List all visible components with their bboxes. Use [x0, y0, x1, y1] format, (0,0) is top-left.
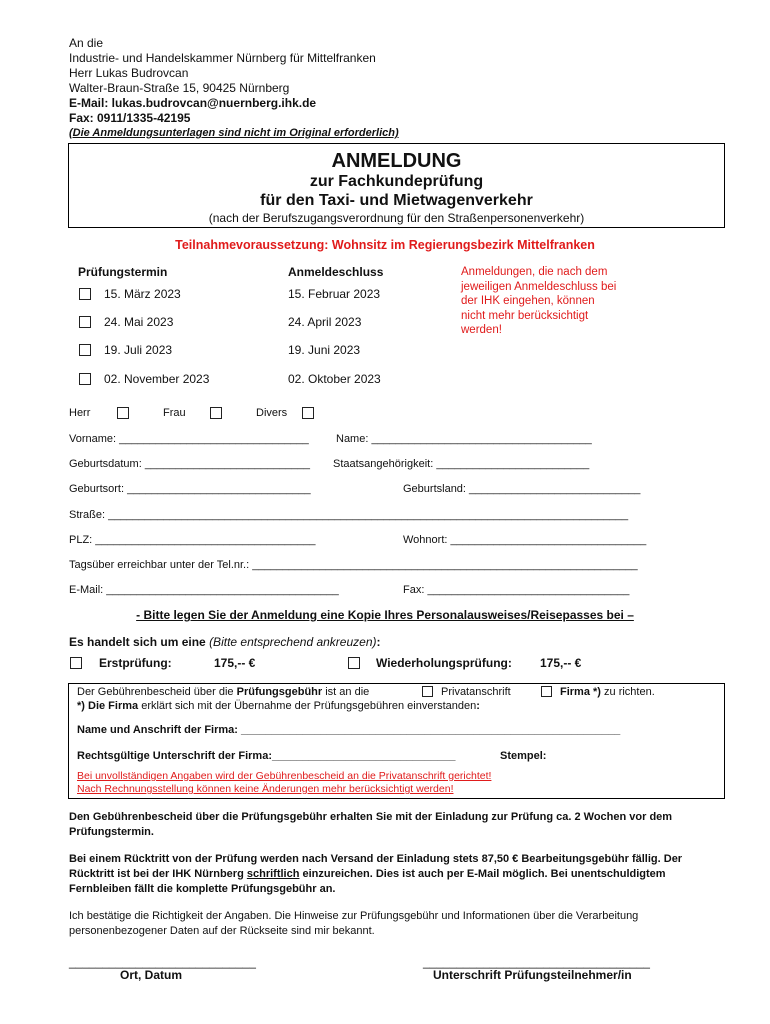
recipient-address: [69, 36, 399, 141]
deadline-date: 19. Juni 2023: [288, 343, 361, 357]
requirement-text: Teilnahmevoraussetzung: Wohnsitz im Regierungsbezirk Mittelfranken: [175, 238, 595, 252]
fee-text: ist an die: [322, 686, 370, 698]
fee-text-bold: Prüfungsgebühr: [236, 686, 323, 698]
salutation-herr-checkbox[interactable]: [117, 407, 129, 419]
exam-date: 15. März 2023: [104, 287, 181, 301]
question-colon: :: [376, 635, 381, 649]
company-consent-text: [77, 700, 480, 712]
address-note: (Die Anmeldungsunterlagen sind nicht im Original erforderlich): [69, 127, 399, 139]
exam-type-question: [69, 635, 381, 649]
address-email: E-Mail: lukas.budrovcan@nuernberg.ihk.de: [69, 96, 317, 110]
salutation-frau-checkbox[interactable]: [210, 407, 222, 419]
repeat-exam-checkbox[interactable]: [348, 657, 360, 669]
salutation-divers-checkbox[interactable]: [302, 407, 314, 419]
withdrawal-emphasis: schriftlich: [246, 868, 300, 880]
note-line: Anmeldungen, die nach dem: [461, 266, 608, 278]
exam-date: 19. Juli 2023: [104, 343, 173, 357]
last-name-field[interactable]: Name: ____________________________________: [336, 433, 592, 445]
repeat-exam-label: Wiederholungsprüfung:: [376, 656, 512, 670]
consent-text: erklärt sich mit der Übernahme der Prüfungsgebühren einverstanden: [138, 700, 477, 712]
title-box: [68, 143, 725, 228]
exam-date-checkbox[interactable]: [79, 344, 91, 356]
nationality-field[interactable]: Staatsangehörigkeit: _________________________: [333, 458, 590, 470]
birth-country-field[interactable]: Geburtsland: ____________________________: [403, 483, 641, 495]
phone-field[interactable]: Tagsüber erreichbar unter der Tel.nr.: _______________________________________________________________: [69, 559, 638, 571]
company-text: Firma *): [560, 686, 601, 698]
salutation-herr-label: Herr: [69, 407, 91, 419]
street-field[interactable]: Straße: _____________________________________________________________________________________: [69, 509, 629, 521]
place-date-label: Ort, Datum: [120, 968, 183, 982]
note-line: werden!: [461, 324, 502, 336]
birth-date-field[interactable]: Geburtsdatum: ___________________________: [69, 458, 310, 470]
id-copy-note: - Bitte legen Sie der Anmeldung eine Kopie Ihres Personalausweises/Reisepasses bei –: [136, 608, 634, 622]
exam-date-checkbox[interactable]: [79, 288, 91, 300]
fee-text: Der Gebührenbescheid über die: [77, 686, 237, 698]
company-checkbox[interactable]: [541, 686, 552, 697]
birth-place-field[interactable]: Geburtsort: ______________________________: [69, 483, 311, 495]
company-name-field[interactable]: Name und Anschrift der Firma: ______________________________________________________________: [77, 724, 621, 736]
repeat-exam-price: 175,-- €: [540, 656, 582, 670]
private-address-label: Privatanschrift: [441, 686, 511, 698]
signature-label: Unterschrift Prüfungsteilnehmer/in: [433, 968, 632, 982]
page-title: ANMELDUNG: [331, 150, 462, 172]
first-exam-checkbox[interactable]: [70, 657, 82, 669]
consent-colon: :: [476, 700, 480, 712]
address-fax: Fax: 0911/1335-42195: [69, 111, 191, 125]
company-signature-field[interactable]: Rechtsgültige Unterschrift der Firma:______________________________: [77, 750, 456, 762]
deadline-date: 15. Februar 2023: [288, 287, 381, 301]
salutation-frau-label: Frau: [163, 407, 186, 419]
withdrawal-text: einzureichen. Dies ist auch per E-Mail möglich. Bei unentschuldigtem Fernbleiben fällt die komplette Prüfungsgebühr an.: [69, 868, 666, 895]
exam-date-header: Prüfungstermin: [78, 265, 168, 279]
exam-date-checkbox[interactable]: [79, 316, 91, 328]
address-line: An die: [69, 36, 104, 50]
question-text: Es handelt sich um eine: [69, 635, 206, 649]
fee-notice-paragraph: Den Gebührenbescheid über die Prüfungsgebühr erhalten Sie mit der Einladung zur Prüfung ca. 2 Wochen vor dem Prüfungstermin.: [69, 811, 673, 838]
subtitle-regulation: (nach der Berufszugangsverordnung für den Straßenpersonenverkehr): [208, 211, 585, 225]
first-exam-label: Erstprüfung:: [99, 656, 172, 670]
note-line: nicht mehr berücksichtigt: [461, 309, 589, 322]
deadline-header: Anmeldeschluss: [288, 265, 384, 279]
withdrawal-text: Bei einem Rücktritt von der Prüfung werden nach Versand der Einladung stets 87,50 € Bearbeitungsgebühr fällig. Der Rücktritt ist bei der IHK Nürnberg: [69, 853, 683, 880]
exam-date: 24. Mai 2023: [104, 315, 174, 329]
deadline-date: 02. Oktober 2023: [288, 372, 381, 386]
subtitle: zur Fachkundeprüfung: [309, 173, 484, 190]
address-line: Herr Lukas Budrovcan: [69, 66, 189, 80]
question-hint: (Bitte entsprechend ankreuzen): [209, 635, 377, 649]
fax-field[interactable]: Fax: _________________________________: [403, 584, 630, 596]
address-line: Walter-Braun-Straße 15, 90425 Nürnberg: [69, 81, 290, 95]
private-address-checkbox[interactable]: [422, 686, 433, 697]
postal-code-field[interactable]: PLZ: ____________________________________: [69, 534, 316, 546]
place-date-line[interactable]: ____________________________: [69, 955, 256, 969]
consent-bold: *) Die Firma: [77, 700, 139, 712]
confirmation-paragraph: Ich bestätige die Richtigkeit der Angaben. Die Hinweise zur Prüfungsgebühr und Informationen über die Verarbeitung personenbezogener Daten auf der Rückseite sind mir bekannt.: [69, 910, 639, 937]
deadline-date: 24. April 2023: [288, 315, 362, 329]
subtitle: für den Taxi- und Mietwagenverkehr: [260, 192, 533, 209]
company-text-end: zu richten.: [600, 686, 655, 698]
stamp-label: Stempel:: [500, 750, 547, 762]
first-name-field[interactable]: Vorname: _______________________________: [69, 433, 309, 445]
city-field[interactable]: Wohnort: ________________________________: [403, 534, 647, 546]
withdrawal-paragraph: [69, 852, 729, 897]
incomplete-warning: Bei unvollständigen Angaben wird der Gebührenbescheid an die Privatanschrift gerichtet!: [77, 770, 492, 782]
exam-date: 02. November 2023: [104, 372, 210, 386]
exam-date-checkbox[interactable]: [79, 373, 91, 385]
fee-recipient-text: [77, 686, 369, 698]
salutation-divers-label: Divers: [256, 407, 288, 419]
no-changes-warning: Nach Rechnungsstellung können keine Änderungen mehr berücksichtigt werden!: [77, 783, 454, 795]
email-field[interactable]: E-Mail: ______________________________________: [69, 584, 339, 596]
signature-line[interactable]: __________________________________: [423, 955, 650, 969]
address-line: Industrie- und Handelskammer Nürnberg für Mittelfranken: [69, 51, 376, 65]
note-line: jeweiligen Anmeldeschluss bei: [461, 280, 617, 293]
first-exam-price: 175,-- €: [214, 656, 256, 670]
note-line: der IHK eingehen, können: [461, 295, 595, 307]
company-label: [560, 686, 655, 698]
late-registration-note: [461, 265, 616, 338]
